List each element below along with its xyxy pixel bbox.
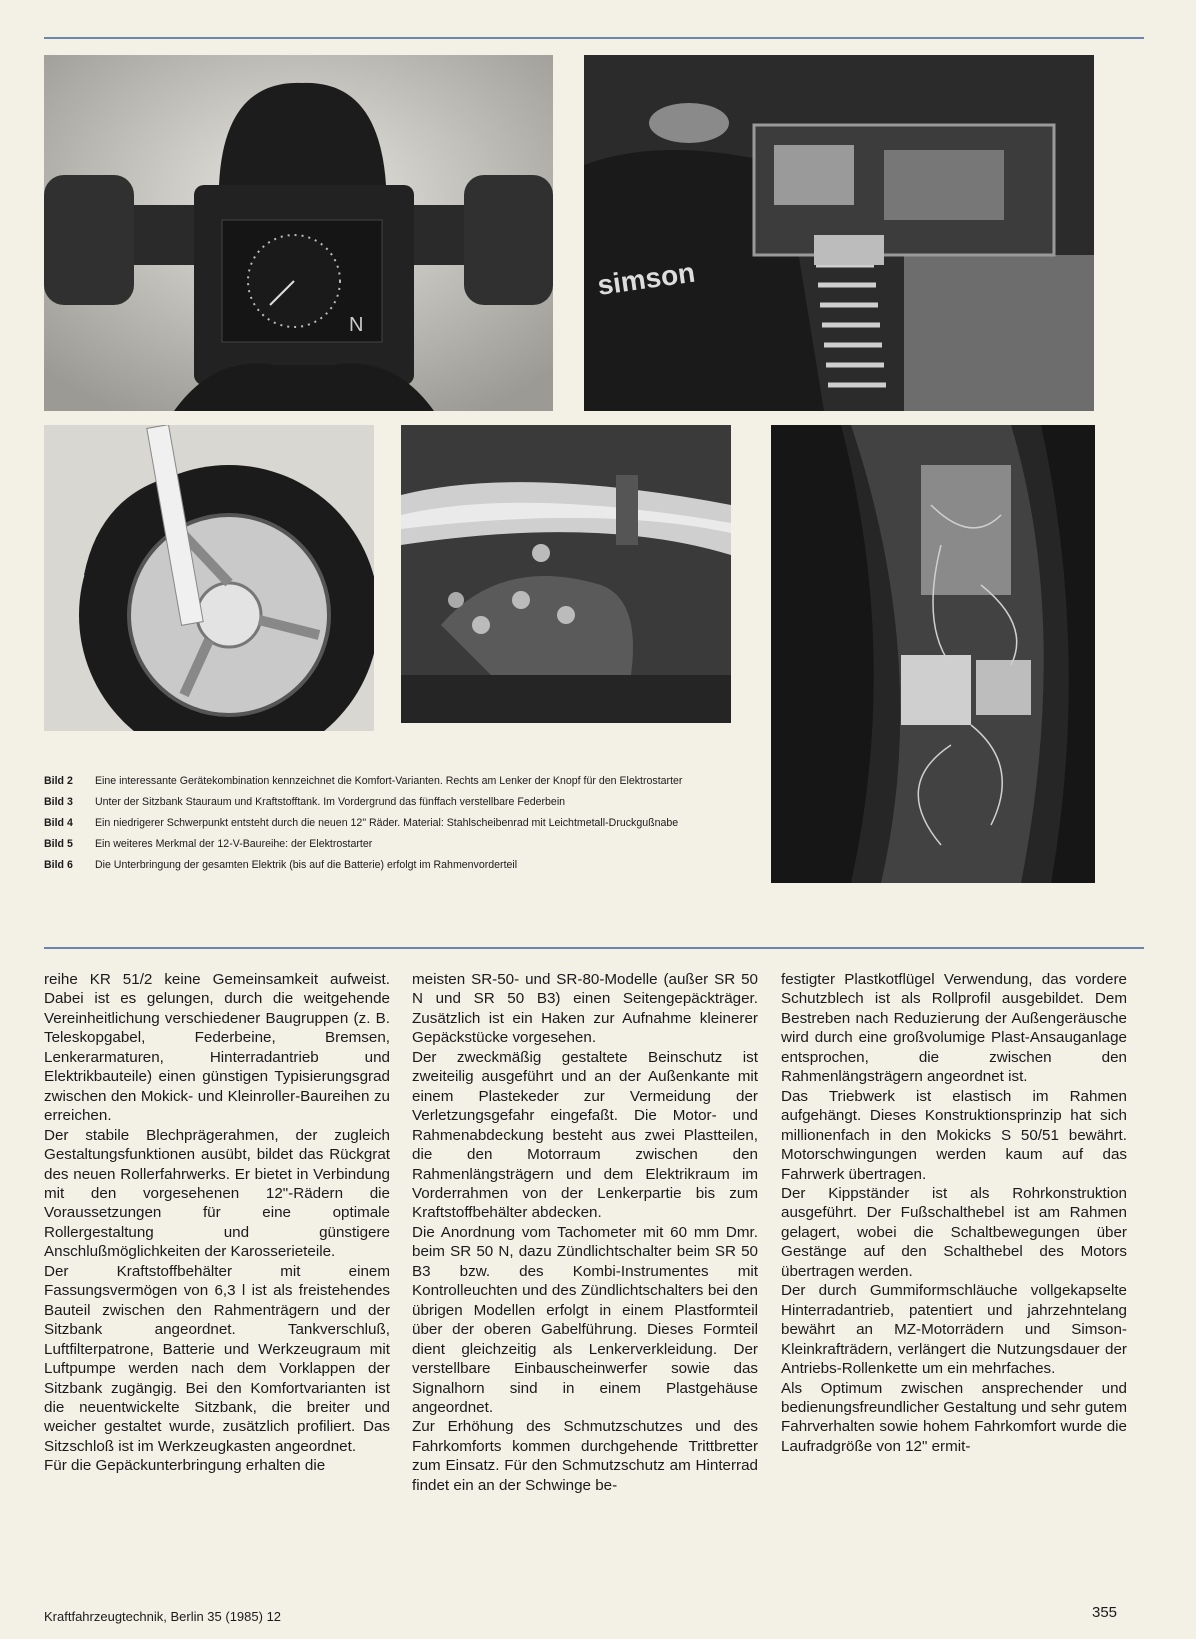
paragraph: Die Anordnung vom Tachometer mit 60 mm Dmr. beim SR 50 N, dazu Zündlichtschalter beim SR 50 B3 bzw. des Kombi-Instrumentes mit Kontrolleuchten und des Zündlichtschalters bei den übrigen Modellen erfolgt in einem Plastformteil über der oberen Gabelführung. Dieses Formteil dient gleichzeitig als Lenkerverkleidung. Der verstellbare Einbauscheinwerfer sowie das Signalhorn sind in einem Plastgehäuse angeordnet. <box>412 1223 758 1416</box>
text-column-3 <box>781 970 1127 1456</box>
caption-bild-6: Bild 6 Die Unterbringung der gesamten Elektrik (bis auf die Batterie) erfolgt im Rahmenvorderteil <box>44 859 518 871</box>
caption-bild-3: Bild 3 Unter der Sitzbank Stauraum und Kraftstofftank. Im Vordergrund das fünffach verstellbare Federbein <box>44 796 566 808</box>
paragraph: Der zweckmäßig gestaltete Beinschutz ist zweiteilig ausgeführt und an der Außenkante mit einem Plastekeder zur Vermeidung der Verletzungsgefahr eingefaßt. Die Motor- und Rahmenabdeckung besteht aus zwei Plastteilen, die den Motorraum zwischen den Rahmenlängsträgern und dem Elektrikraum im Vorderrahmen von der Lenkerpartie bis zum Kraftstoffbehälter abdecken. <box>412 1048 758 1222</box>
text-column-1 <box>44 970 390 1476</box>
gauge-neutral-label: N <box>349 314 364 336</box>
journal-citation: Kraftfahrzeugtechnik, Berlin 35 (1985) 12 <box>44 1609 282 1624</box>
paragraph: reihe KR 51/2 keine Gemeinsamkeit aufweist. Dabei ist es gelungen, durch die weitgehende Vereinheitlichung verschiedener Baugruppen (z. B. Teleskopgabel, Federbeine, Bremsen, Lenkerarmaturen, Hinterradantrieb und Elektrikbauteile) einen günstigen Typisierungsgrad zwischen den Mokick- und Kleinroller-Baureihen zu erreichen. <box>44 971 390 1125</box>
simson-brand-label: simson <box>595 256 697 301</box>
paragraph: Das Triebwerk ist elastisch im Rahmen aufgehängt. Dieses Konstruktionsprinzip hat sich millionenfach in den Mokicks S 50/51 bewährt. Motorschwingungen werden kaum auf das Fahrwerk übertragen. <box>781 1087 1127 1183</box>
paragraph: Als Optimum zwischen ansprechender und bedienungsfreundlicher Gestaltung und sehr gutem Fahrverhalten sowie hohem Fahrkomfort wurde die Laufradgröße von 12" ermit- <box>781 1379 1127 1455</box>
photo-bild-5-starter <box>401 425 731 723</box>
paragraph: Zur Erhöhung des Schmutzschutzes und des Fahrkomforts kommen durchgehende Trittbretter zum Einsatz. Für den Schmutzschutz am Hinterrad findet ein an der Schwinge be- <box>412 1418 758 1494</box>
photo-bild-4-wheel <box>44 425 374 731</box>
photo-bild-6-electrics <box>771 425 1095 883</box>
text-column-2 <box>412 970 758 1495</box>
photo-bild-3-storage <box>584 55 1094 411</box>
page-number: 355 <box>1092 1604 1118 1621</box>
top-rule <box>44 37 1144 39</box>
photo-bild-2-handlebar <box>44 55 553 411</box>
caption-bild-4: Bild 4 Ein niedrigerer Schwerpunkt entsteht durch die neuen 12" Räder. Material: Stahlscheibenrad mit Leichtmetall-Druckgußnabe <box>44 817 679 829</box>
caption-bild-2: Bild 2 Eine interessante Gerätekombination kennzeichnet die Komfort-Varianten. Rechts am Lenker der Knopf für den Elektrostarter <box>44 775 683 787</box>
paragraph: Der Kippständer ist als Rohrkonstruktion ausgeführt. Der Fußschalthebel ist am Rahmen gelagert, wobei die Schaltbewegungen über Gestänge auf den Schalthebel des Motors übertragen werden. <box>781 1184 1127 1280</box>
paragraph: Der durch Gummiformschläuche vollgekapselte Hinterradantrieb, patentiert und jahrzehntelang bewährt an MZ-Motorrädern und Simson-Kleinkrafträdern, verlängert die Nutzungsdauer der Antriebs-Rollenkette um ein mehrfaches. <box>781 1282 1127 1378</box>
paragraph: Für die Gepäckunterbringung erhalten die <box>44 1457 326 1475</box>
paragraph: festigter Plastkotflügel Verwendung, das vordere Schutzblech ist als Rollprofil ausgebildet. Dem Bestreben nach Reduzierung der Außengeräusche wird durch eine großvolumige Plast-Ansauganlage entsprochen, die zwischen den Rahmenlängsträgern angeordnet ist. <box>781 971 1127 1086</box>
figure-captions <box>44 774 784 879</box>
paragraph: Der Kraftstoffbehälter mit einem Fassungsvermögen von 6,3 l ist als freistehendes Bauteil zwischen den Rahmenträgern und der Sitzbank angeordnet. Tankverschluß, Luftfilterpatrone, Batterie und Werkzeugraum mit Luftpumpe werden nach dem Vorklappen der Sitzbank zugängig. Bei den Komfortvarianten ist die neuentwickelte Sitzbank, die breiter und weicher gestaltet wurde, zusätzlich profiliert. Das Sitzschloß ist im Werkzeugkasten angeordnet. <box>44 1262 390 1455</box>
caption-bild-5: Bild 5 Ein weiteres Merkmal der 12-V-Baureihe: der Elektrostarter <box>44 838 373 850</box>
middle-rule <box>44 947 1144 949</box>
paragraph: meisten SR-50- und SR-80-Modelle (außer SR 50 N und SR 50 B3) einen Seitengepäckträger. Zusätzlich ist ein Haken zur Aufnahme kleinerer Gepäckstücke vorgesehen. <box>412 971 758 1047</box>
paragraph: Der stabile Blechprägerahmen, der zugleich Gestaltungsfunktionen ausübt, bildet das Rückgrat des neuen Rollerfahrwerks. Er bietet in Verbindung mit den vorgesehenen 12"-Rädern die Voraussetzungen für eine optimale Rollergestaltung und günstigere Anschlußmöglichkeiten der Karosserieteile. <box>44 1126 390 1261</box>
